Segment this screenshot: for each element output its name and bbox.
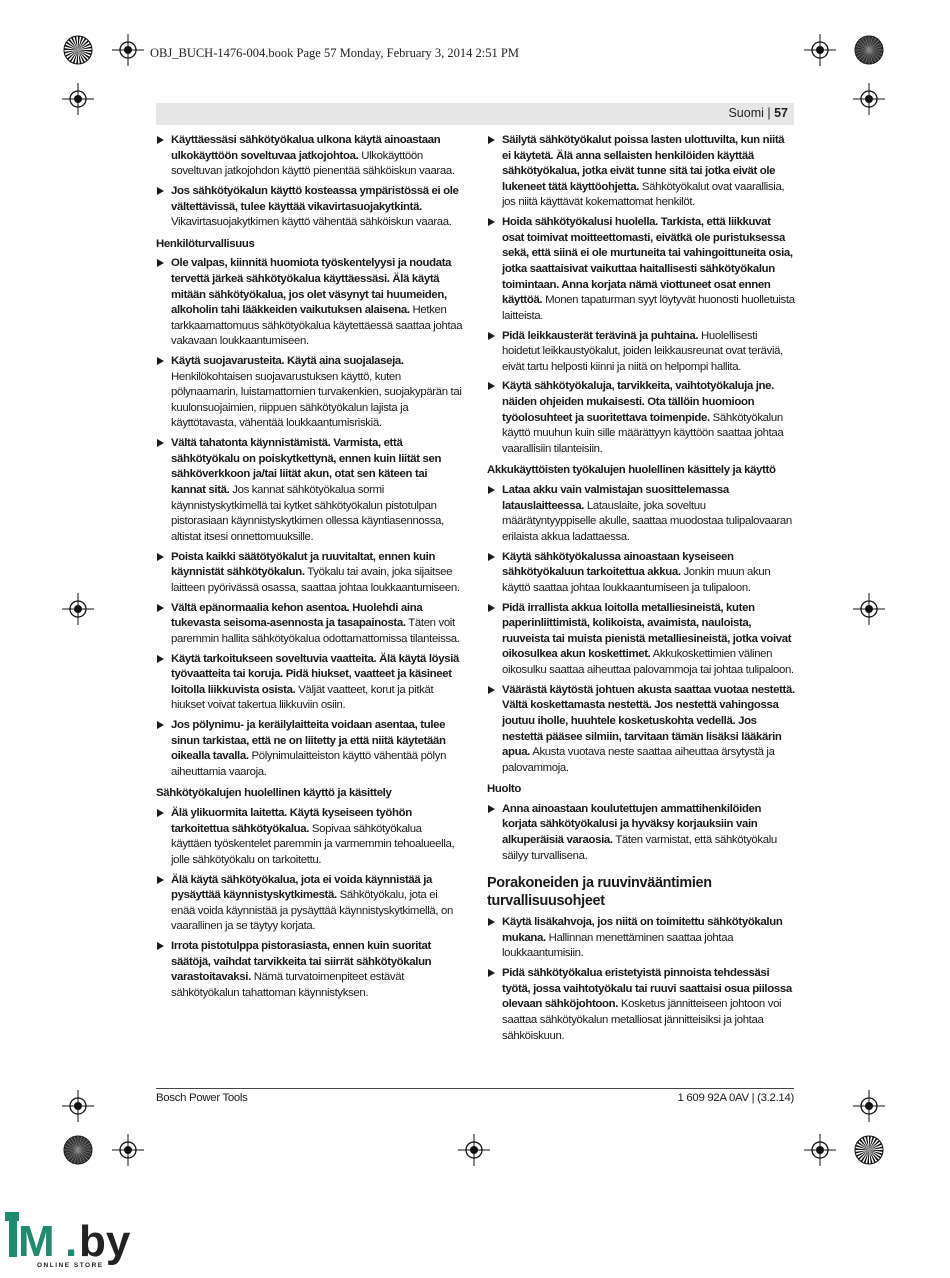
page-number: 57 (774, 106, 788, 120)
bullet-item (487, 550, 795, 597)
bullet-body-text: Täten varmistat, että sähkötyökalu säilyy turvallisena. (502, 834, 777, 862)
bullet-triangle-icon (157, 439, 164, 447)
bullet-triangle-icon (157, 721, 164, 729)
bullet-bold-text: Käytä suojavarusteita. Käytä aina suojalaseja. (171, 355, 404, 368)
bullet-triangle-icon (488, 136, 495, 144)
registration-disc-icon (853, 34, 885, 66)
bullet-triangle-icon (488, 686, 495, 694)
bullet-bold-text: Pidä sähkötyökalua eristetyistä pinnoista tehdessäsi työtä, jossa vaihtotyökalu tai ruuvi saattaisi osua piilossa olevaan sähköjohtoon. (502, 967, 792, 1011)
crosshair-mark-icon (112, 34, 144, 66)
footer-code: 1 609 92A 0AV | (3.2.14) (677, 1092, 794, 1104)
bullet-item (156, 652, 464, 714)
bullet-item (156, 133, 464, 180)
bullet-bold-text: Anna ainoastaan koulutettujen ammattihenkilöiden korjata sähkötyökalusi ja hyväksy korjauksiin vain alkuperäisiä varaosia. (502, 802, 762, 847)
bullet-body-text: Hetken tarkkaamattomuus sähkötyökalua käytettäessä saattaa johtaa vakavaan loukkaantumiseen. (171, 304, 463, 348)
logo-dot: . (65, 1217, 78, 1266)
bullet-body-text: Nämä turvatoimenpiteet estävät sähkötyökalun tahattoman käynnistyksen. (171, 971, 405, 999)
crosshair-mark-icon (112, 1134, 144, 1166)
tm-by-logo (5, 1212, 145, 1270)
bullet-bold-text: Väärästä käytöstä johtuen akusta saattaa vuotaa nestettä. Vältä koskettamasta nestettä. Jos nestettä vahingossa joutuu iholle, huuhtele kosketuskohta vedellä. Jos nestettä pääsee silmiin, tarvitaan tämän lisäksi lääkärin apua. (502, 683, 795, 759)
bullet-triangle-icon (157, 604, 164, 612)
bullet-body-text: Akusta vuotava neste saattaa aiheuttaa ärsytystä ja palovammoja. (502, 746, 775, 774)
logo-bar-2 (9, 1221, 17, 1257)
registration-wheel-icon (62, 34, 94, 66)
bullet-triangle-icon (488, 604, 495, 612)
bullet-bold-text: Käytä sähkötyökaluja, tarvikkeita, vaihtotyökaluja jne. näiden ohjeiden mukaisesti. Ota tällöin huomioon työolosuhteet ja suoritettava toimenpide. (502, 380, 774, 424)
bullet-item (487, 379, 795, 457)
bullet-item (156, 873, 464, 935)
bullet-bold-text: Lataa akku vain valmistajan suosittelemassa latauslaitteessa. (502, 484, 729, 512)
bullet-triangle-icon (157, 136, 164, 144)
section-heading: Huolto (487, 783, 521, 796)
bullet-bold-text: Poista kaikki säätötyökalut ja ruuvitaltat, ennen kuin käynnistät sähkötyökalun. (171, 550, 436, 579)
bullet-bold-text: Jos pölynimu- ja keräilylaitteita voidaan asentaa, tulee sinun tarkistaa, että ne on liitetty ja että niitä käytetään oikealla tavalla. (171, 719, 446, 763)
bullet-bold-text: Käytä lisäkahvoja, jos niitä on toimitettu sähkötyökalun mukana. (502, 916, 783, 944)
bullet-triangle-icon (157, 876, 164, 884)
bullet-body-text: Hallinnan menettäminen saattaa johtaa loukkaantumisiin. (502, 931, 734, 960)
bullet-triangle-icon (157, 809, 164, 817)
bullet-item (156, 806, 464, 868)
bullet-bold-text: Käyttäessäsi sähkötyökalua ulkona käytä ainoastaan ulkokäyttöön soveltuvaa jatkojohtoa. (171, 134, 441, 162)
bullet-bold-text: Irrota pistotulppa pistorasiasta, ennen kuin suoritat säätöjä, vaihdat tarvikkeita tai siirrät sähkötyökalun varastoitavaksi. (171, 940, 432, 984)
bullet-item (487, 915, 795, 962)
bullet-item (487, 215, 795, 324)
crosshair-mark-icon (853, 83, 885, 115)
bullet-item (156, 436, 464, 545)
bullet-item (487, 683, 795, 777)
logo-by: by (79, 1217, 131, 1266)
bullet-bold-text: Vältä tahatonta käynnistämistä. Varmista, että sähkötyökalu on poiskytkettynä, ennen kuin liität sen sähköverkkoon ja/tai liität akun, otat sen käteen tai kannat sitä. (171, 437, 442, 497)
bullet-body-text: Jonkin muun akun käyttö saattaa johtaa loukkaantumiseen ja tulipaloon. (502, 566, 771, 594)
bullet-triangle-icon (157, 553, 164, 561)
bullet-bold-text: Ole valpas, kiinnitä huomiota työskentelyysi ja noudata tervettä järkeä sähkötyökalua käyttäessäsi. Älä käytä mitään sähkötyökalua, jos olet väsynyt tai huumeiden, alkoholin tahi lääkkeiden vaikutuksen alaisena. (171, 257, 452, 317)
section-heading: Henkilöturvallisuus (156, 237, 255, 250)
bullet-body-text: Akkukoskettimien välinen oikosulku saattaa aiheuttaa palovammoja tai johtaa tulipaloon. (502, 648, 794, 676)
bullet-item (487, 329, 795, 376)
bullet-triangle-icon (157, 357, 164, 365)
crosshair-mark-icon (853, 1090, 885, 1122)
bullet-body-text: Vikavirtasuojakytkimen käyttö vähentää sähköiskun vaaraa. (171, 216, 452, 229)
bullet-bold-text: Hoida sähkötyökalusi huolella. Tarkista, että liikkuvat osat toimivat moitteettomasti, eivätkä ole puristuksessa sekä, että siinä ei ole murtuneita tai vahingoittuneita osia, jotka saattaisivat vaikuttaa haitallisesti sähkötyökalun toimintaan. Anna korjata nämä viottuneet osat ennen käyttöä. (502, 216, 793, 307)
bullet-item (487, 966, 795, 1044)
bullet-item (156, 354, 464, 432)
chapter-heading: Porakoneiden ja ruuvinvääntimien turvallisuusohjeet (487, 875, 712, 910)
bullet-body-text: Sähkötyökalut ovat vaarallisia, jos niitä käyttävät kokemattomat henkilöt. (502, 180, 785, 209)
bullet-bold-text: Käytä tarkoitukseen soveltuvia vaatteita. Älä käytä löysiä työvaatteita tai koruja. Pidä hiukset, vaatteet ja käsineet loitolla liikkuvista osista. (171, 652, 460, 696)
bullet-triangle-icon (157, 942, 164, 950)
footer-rule (156, 1088, 794, 1089)
bullet-bold-text: Älä käytä sähkötyökalua, jota ei voida käynnistää ja pysäyttää käynnistyskytkimestä. (171, 873, 432, 902)
right-column (487, 133, 795, 1048)
bullet-item (156, 939, 464, 1001)
bullet-body-text: Huolellisesti hoidetut leikkaustyökalut, joiden leikkausreunat ovat teräviä, eivät tartu helposti kiinni ja niitä on helpompi hallita. (502, 329, 783, 373)
page-header: Suomi | 57 (728, 106, 788, 120)
bullet-body-text: Väljät vaatteet, korut ja pitkät hiukset voivat takertua liikkuviin osiin. (171, 683, 434, 712)
bullet-body-text: Henkilökohtaisen suojavarustuksen käyttö, kuten pölynaamarin, luistamattomien turvakenkien, suojakypärän tai kuulonsuojaimien, riippuen sähkötyökalun lajista ja käyttötavasta, vähentää loukkaantumisriskiä. (171, 370, 462, 430)
bullet-body-text: Monen tapaturman syyt löytyvät huonosti huolletuista laitteista. (502, 294, 795, 322)
crosshair-mark-icon (804, 34, 836, 66)
bullet-triangle-icon (157, 187, 164, 195)
bullet-bold-text: Käytä sähkötyökalussa ainoastaan kyseiseen sähkötyökaluun tarkoitettua akkua. (502, 550, 734, 579)
bullet-body-text: Ulkokäyttöön soveltuvan jatkojohdon käyttö pienentää sähköiskun vaaraa. (171, 149, 455, 178)
bullet-triangle-icon (488, 218, 495, 226)
bullet-bold-text: Jos sähkötyökalun käyttö kosteassa ympäristössä ei ole vältettävissä, tulee käyttää vikavirtasuojakytkintä. (171, 184, 459, 213)
section-heading: Sähkötyökalujen huolellinen käyttö ja käsittely (156, 787, 392, 800)
bullet-bold-text: Älä ylikuormita laitetta. Käytä kyseiseen työhön tarkoitettua sähkötyökalua. (171, 807, 412, 835)
logo-m: M (18, 1217, 55, 1266)
header-language: Suomi (728, 106, 764, 120)
bullet-bold-text: Pidä leikkausterät terävinä ja puhtaina. (502, 329, 699, 342)
crosshair-mark-icon (853, 593, 885, 625)
bullet-body-text: Pölynimulaitteiston käyttö vähentää pölyn aiheuttamia vaaroja. (171, 750, 447, 778)
bullet-body-text: Jos kannat sähkötyökalua sormi käynnistyskytkimellä tai kytket sähkötyökalun pistotulpan pistorasiaan käynnistyskytkimen ollessa käyntiasennossa, altistat itsesi onnettomuuksille. (171, 484, 444, 543)
crosshair-mark-icon (62, 593, 94, 625)
bullet-triangle-icon (488, 382, 495, 390)
bullet-item (487, 601, 795, 679)
crosshair-mark-icon (62, 1090, 94, 1122)
bullet-item (156, 184, 464, 231)
print-slug: OBJ_BUCH-1476-004.book Page 57 Monday, February 3, 2014 2:51 PM (150, 46, 519, 60)
bullet-triangle-icon (488, 918, 495, 926)
bullet-triangle-icon (488, 553, 495, 561)
bullet-body-text: Latauslaite, joka soveltuu määrätyntyyppiselle akulle, saattaa muodostaa tulipalovaaran erilaista akkua ladattaessa. (502, 499, 792, 543)
crosshair-mark-icon (62, 83, 94, 115)
bullet-body-text: Täten voit paremmin hallita sähkötyökalua odottamattomissa tilanteissa. (171, 617, 460, 645)
logo-bar-1 (5, 1212, 19, 1221)
bullet-body-text: Työkalu tai avain, joka sijaitsee laitteen pyörivässä osassa, saattaa johtaa loukkaantumiseen. (171, 566, 460, 594)
bullet-item (156, 256, 464, 350)
bullet-item (487, 483, 795, 545)
registration-wheel-icon (853, 1134, 885, 1166)
bullet-triangle-icon (488, 332, 495, 340)
bullet-item (487, 802, 795, 864)
bullet-triangle-icon (488, 486, 495, 494)
bullet-item (156, 601, 464, 648)
logo-tagline: ONLINE STORE (37, 1262, 104, 1269)
footer-brand: Bosch Power Tools (156, 1092, 248, 1104)
bullet-bold-text: Säilytä sähkötyökalut poissa lasten ulottuvilta, kun niitä ei käytetä. Älä anna sellaisten henkilöiden käyttää sähkötyökalua, jotka eivät tunne sitä tai jotka eivät ole lukeneet tätä käyttöohjetta. (502, 134, 785, 193)
bullet-triangle-icon (488, 805, 495, 813)
crosshair-mark-icon (804, 1134, 836, 1166)
bullet-triangle-icon (157, 655, 164, 663)
bullet-bold-text: Pidä irrallista akkua loitolla metalliesineistä, kuten paperinliittimistä, kolikoista, avaimista, nauloista, ruuveista tai muista pienistä metalliesineistä, jotka voivat oikosulkea akun koskettimet. (502, 601, 792, 661)
bullet-triangle-icon (157, 259, 164, 267)
page-header-bar (156, 103, 794, 125)
bullet-item (487, 133, 795, 211)
bullet-body-text: Kosketus jännitteiseen johtoon voi saattaa sähkötyökalun metalliosat jännitteisiksi ja johtaa sähköiskuun. (502, 998, 782, 1042)
bullet-bold-text: Vältä epänormaalia kehon asentoa. Huolehdi aina tukevasta seisoma-asennosta ja tasapainosta. (171, 601, 423, 630)
bullet-body-text: Sähkötyökalu, jota ei enää voida käynnistää ja pysäyttää käynnistyskytkimellä, on vaarallinen ja se täytyy korjata. (171, 889, 453, 933)
crosshair-mark-icon (458, 1134, 490, 1166)
left-column (156, 133, 464, 1006)
bullet-item (156, 550, 464, 597)
registration-disc-icon (62, 1134, 94, 1166)
bullet-triangle-icon (488, 969, 495, 977)
bullet-body-text: Sähkötyökalun käyttö muuhun kuin sille määrättyyn käyttöön saattaa johtaa vaarallisiin tilanteisiin. (502, 411, 784, 455)
section-heading: Akkukäyttöisten työkalujen huolellinen käsittely ja käyttö (487, 464, 776, 477)
bullet-body-text: Sopivaa sähkötyökalua käyttäen työskentelet paremmin ja varmemmin tehoalueella, jolle sähkötyökalu on tarkoitettu. (171, 822, 455, 866)
bullet-item (156, 718, 464, 780)
